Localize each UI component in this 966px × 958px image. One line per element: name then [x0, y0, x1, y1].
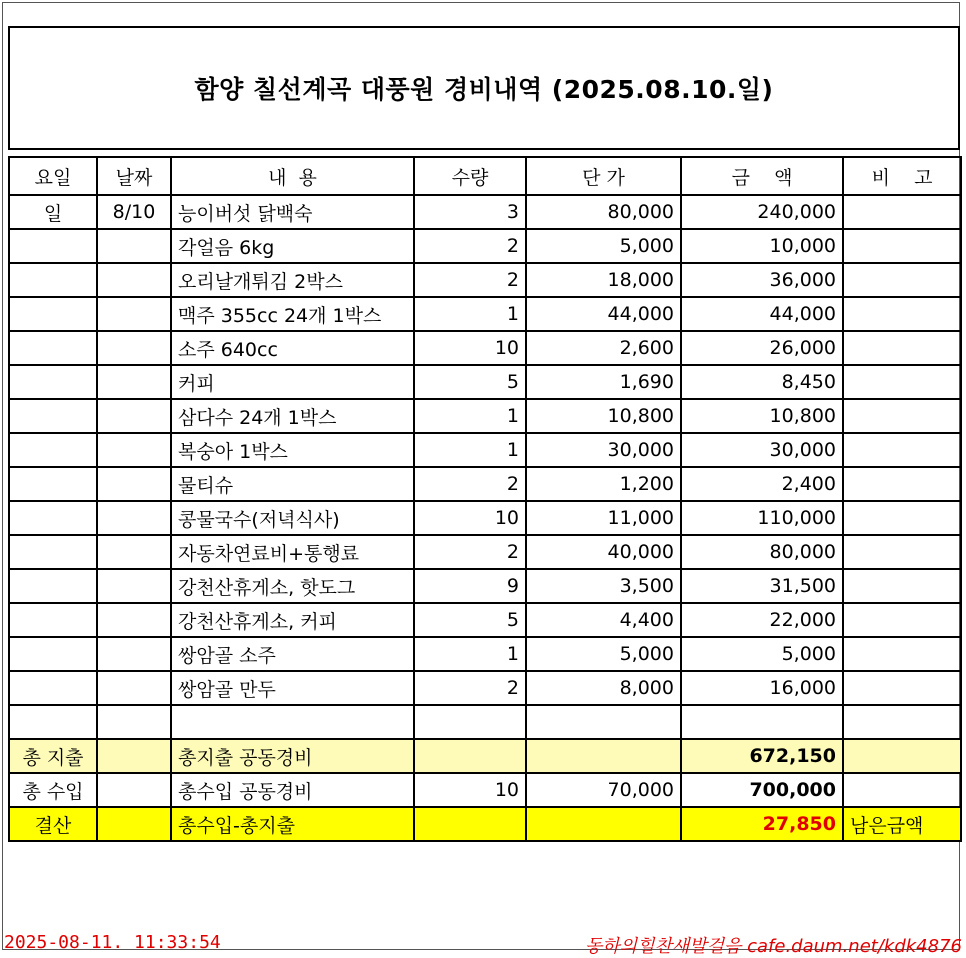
cell-qty: 2 [414, 535, 526, 569]
cell-qty: 5 [414, 365, 526, 399]
total-expense-amount: 672,150 [681, 739, 843, 773]
balance-date [97, 807, 171, 841]
cell-price: 30,000 [526, 433, 681, 467]
cell-qty: 5 [414, 603, 526, 637]
cell-note [843, 263, 961, 297]
cell-date [97, 467, 171, 501]
cell-date [97, 705, 171, 739]
total-income-row [9, 773, 961, 807]
footer-timestamp: 2025-08-11. 11:33:54 [4, 932, 221, 953]
total-expense-note [843, 739, 961, 773]
cell-weekday [9, 467, 97, 501]
cell-note [843, 705, 961, 739]
table-row [9, 365, 961, 399]
cell-price: 18,000 [526, 263, 681, 297]
table-body [9, 195, 961, 841]
cell-note [843, 569, 961, 603]
cell-amount: 44,000 [681, 297, 843, 331]
total-expense-label: 총 지출 [9, 739, 97, 773]
total-income-item: 총수입 공동경비 [171, 773, 414, 807]
balance-qty [414, 807, 526, 841]
cell-item: 오리날개튀김 2박스 [171, 263, 414, 297]
expense-table [8, 156, 962, 842]
cell-item: 커피 [171, 365, 414, 399]
table-row [9, 195, 961, 229]
cell-qty: 2 [414, 263, 526, 297]
cell-note [843, 671, 961, 705]
total-expense-date [97, 739, 171, 773]
cell-amount: 2,400 [681, 467, 843, 501]
cell-price: 11,000 [526, 501, 681, 535]
cell-qty: 1 [414, 297, 526, 331]
cell-item: 쌍암골 만두 [171, 671, 414, 705]
header-price: 단 가 [526, 157, 681, 195]
cell-qty: 1 [414, 433, 526, 467]
cell-note [843, 467, 961, 501]
table-row [9, 467, 961, 501]
cell-amount: 22,000 [681, 603, 843, 637]
cell-price: 2,600 [526, 331, 681, 365]
cell-weekday [9, 569, 97, 603]
cell-note [843, 195, 961, 229]
cell-note [843, 331, 961, 365]
cell-qty: 9 [414, 569, 526, 603]
cell-item: 쌍암골 소주 [171, 637, 414, 671]
cell-note [843, 365, 961, 399]
cell-note [843, 603, 961, 637]
cell-weekday [9, 297, 97, 331]
total-income-qty: 10 [414, 773, 526, 807]
cell-weekday [9, 331, 97, 365]
cell-note [843, 535, 961, 569]
table-row [9, 535, 961, 569]
cell-weekday [9, 263, 97, 297]
cell-price: 44,000 [526, 297, 681, 331]
cell-price: 1,690 [526, 365, 681, 399]
table-row [9, 671, 961, 705]
table-row [9, 399, 961, 433]
cell-amount: 110,000 [681, 501, 843, 535]
cell-item: 물티슈 [171, 467, 414, 501]
cell-qty: 10 [414, 501, 526, 535]
cell-date [97, 263, 171, 297]
cell-weekday: 일 [9, 195, 97, 229]
total-expense-item: 총지출 공동경비 [171, 739, 414, 773]
balance-note: 남은금액 [843, 807, 961, 841]
cell-amount: 16,000 [681, 671, 843, 705]
cell-qty: 2 [414, 671, 526, 705]
cell-note [843, 433, 961, 467]
cell-amount: 36,000 [681, 263, 843, 297]
balance-amount: 27,850 [681, 807, 843, 841]
cell-weekday [9, 365, 97, 399]
cell-item: 맥주 355cc 24개 1박스 [171, 297, 414, 331]
cell-note [843, 399, 961, 433]
cell-item: 각얼음 6kg [171, 229, 414, 263]
cell-date [97, 569, 171, 603]
balance-label: 결산 [9, 807, 97, 841]
cell-date [97, 331, 171, 365]
total-income-amount: 700,000 [681, 773, 843, 807]
header-item: 내 용 [171, 157, 414, 195]
cell-amount: 30,000 [681, 433, 843, 467]
cell-item: 복숭아 1박스 [171, 433, 414, 467]
header-note: 비 고 [843, 157, 961, 195]
table-row [9, 603, 961, 637]
header-amount: 금 액 [681, 157, 843, 195]
cell-weekday [9, 229, 97, 263]
cell-amount: 8,450 [681, 365, 843, 399]
table-row [9, 263, 961, 297]
header-weekday: 요일 [9, 157, 97, 195]
total-expense-row [9, 739, 961, 773]
cell-price: 4,400 [526, 603, 681, 637]
cell-date [97, 399, 171, 433]
cell-item [171, 705, 414, 739]
cell-note [843, 297, 961, 331]
cell-note [843, 229, 961, 263]
cell-weekday [9, 535, 97, 569]
cell-weekday [9, 705, 97, 739]
header-date: 날짜 [97, 157, 171, 195]
cell-amount: 240,000 [681, 195, 843, 229]
cell-price: 5,000 [526, 229, 681, 263]
cell-weekday [9, 637, 97, 671]
cell-price [526, 705, 681, 739]
table-row [9, 433, 961, 467]
cell-qty: 1 [414, 399, 526, 433]
footer-credit: 동하의힐찬새발걸음 cafe.daum.net/kdk4876 [584, 936, 962, 957]
total-income-note [843, 773, 961, 807]
balance-row [9, 807, 961, 841]
title-box [8, 26, 960, 150]
cell-qty: 3 [414, 195, 526, 229]
cell-item: 강천산휴게소, 커피 [171, 603, 414, 637]
cell-date: 8/10 [97, 195, 171, 229]
cell-price: 80,000 [526, 195, 681, 229]
cell-item: 능이버섯 닭백숙 [171, 195, 414, 229]
cell-date [97, 671, 171, 705]
table-row [9, 501, 961, 535]
balance-price [526, 807, 681, 841]
total-expense-qty [414, 739, 526, 773]
table-row [9, 297, 961, 331]
table-row [9, 569, 961, 603]
cell-date [97, 535, 171, 569]
cell-weekday [9, 399, 97, 433]
total-income-label: 총 수입 [9, 773, 97, 807]
total-income-price: 70,000 [526, 773, 681, 807]
cell-item: 소주 640cc [171, 331, 414, 365]
cell-weekday [9, 501, 97, 535]
cell-date [97, 365, 171, 399]
cell-weekday [9, 671, 97, 705]
cell-price: 40,000 [526, 535, 681, 569]
cell-item: 자동차연료비+통행료 [171, 535, 414, 569]
cell-amount: 10,000 [681, 229, 843, 263]
document-title: 함양 칠선계곡 대풍원 경비내역 (2025.08.10.일) [194, 75, 774, 104]
cell-note [843, 501, 961, 535]
cell-qty: 1 [414, 637, 526, 671]
cell-price: 5,000 [526, 637, 681, 671]
cell-amount: 10,800 [681, 399, 843, 433]
cell-item: 삼다수 24개 1박스 [171, 399, 414, 433]
cell-price: 8,000 [526, 671, 681, 705]
total-expense-price [526, 739, 681, 773]
cell-qty: 10 [414, 331, 526, 365]
cell-amount: 80,000 [681, 535, 843, 569]
cell-date [97, 433, 171, 467]
cell-item: 강천산휴게소, 핫도그 [171, 569, 414, 603]
table-row [9, 331, 961, 365]
cell-date [97, 501, 171, 535]
cell-date [97, 637, 171, 671]
cell-amount: 26,000 [681, 331, 843, 365]
cell-price: 1,200 [526, 467, 681, 501]
cell-qty: 2 [414, 467, 526, 501]
cell-amount [681, 705, 843, 739]
cell-price: 10,800 [526, 399, 681, 433]
cell-date [97, 297, 171, 331]
cell-qty: 2 [414, 229, 526, 263]
table-row [9, 229, 961, 263]
cell-date [97, 229, 171, 263]
cell-weekday [9, 603, 97, 637]
cell-item: 콩물국수(저녁식사) [171, 501, 414, 535]
cell-date [97, 603, 171, 637]
cell-price: 3,500 [526, 569, 681, 603]
table-row [9, 637, 961, 671]
cell-note [843, 637, 961, 671]
total-income-date [97, 773, 171, 807]
cell-amount: 5,000 [681, 637, 843, 671]
cell-weekday [9, 433, 97, 467]
cell-qty [414, 705, 526, 739]
balance-item: 총수입-총지출 [171, 807, 414, 841]
cell-amount: 31,500 [681, 569, 843, 603]
table-row [9, 705, 961, 739]
header-row [9, 157, 961, 195]
header-qty: 수량 [414, 157, 526, 195]
